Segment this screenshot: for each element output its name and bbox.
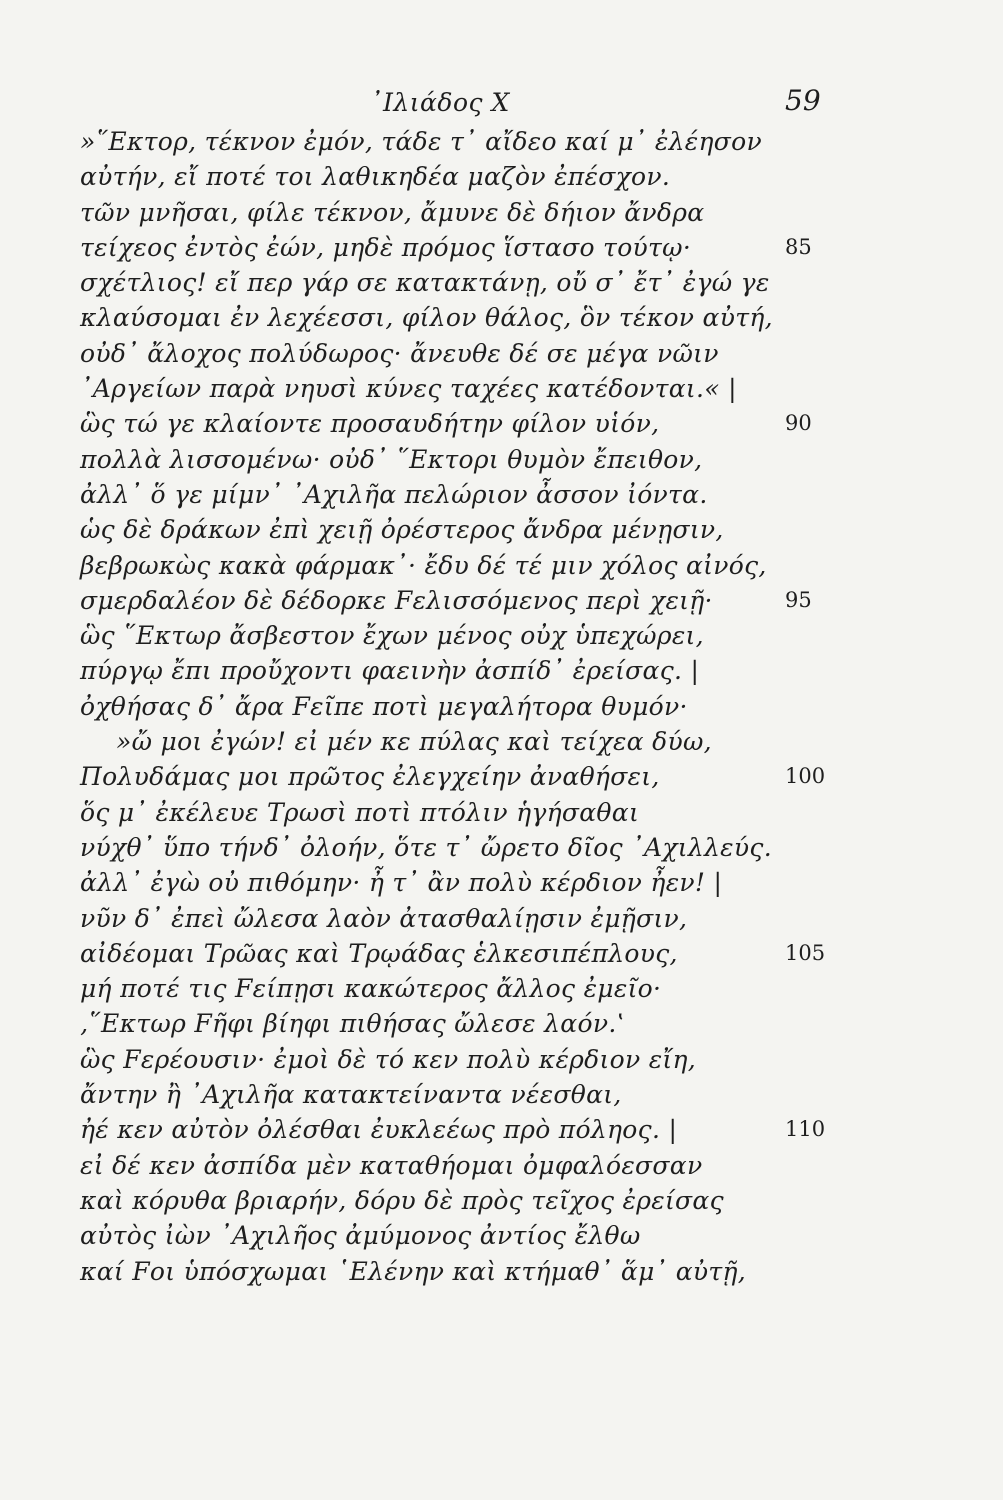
verse-text: ἠέ κεν αὐτὸν ὀλέσθαι ἐυκλεέως πρὸ πόληος. | [80, 1115, 678, 1145]
verse-text: βεβρωκὼς κακὰ φάρμακ᾽· ἔδυ δέ τέ μιν χόλος αἰνός, [80, 550, 767, 580]
verse-line [80, 1218, 920, 1253]
verse-text: νύχθ᾽ ὕπο τήνδ᾽ ὀλοήν, ὅτε τ᾽ ὤρετο δῖος ᾽Αχιλλεύς. [80, 832, 772, 862]
line-number: 110 [785, 1117, 826, 1142]
running-header-title: ᾽Ιλιάδος Χ [370, 88, 510, 117]
verse-line [80, 1148, 920, 1183]
verse-block [80, 124, 920, 1289]
verse-line [80, 901, 920, 936]
verse-line [80, 1183, 920, 1218]
verse-line [80, 971, 920, 1006]
verse-line [80, 548, 920, 583]
verse-line [80, 195, 920, 230]
verse-line [80, 1042, 920, 1077]
verse-text: σμερδαλέον δὲ δέδορκε Fελισσόμενος περὶ χειῇ· [80, 585, 713, 615]
verse-text: εἰ δέ κεν ἀσπίδα μὲν καταθήομαι ὀμφαλόεσσαν [80, 1150, 703, 1180]
verse-text: ὀχθήσας δ᾽ ἄρα Fεῖπε ποτὶ μεγαλήτορα θυμόν· [80, 691, 688, 721]
verse-text: ‚῞Εκτωρ Fῆφι βίηφι πιθήσας ὤλεσε λαόν.‛ [80, 1009, 625, 1039]
verse-line [80, 265, 920, 300]
verse-text: ᾽Αργείων παρὰ νηυσὶ κύνες ταχέες κατέδονται.« | [80, 374, 737, 404]
verse-line [80, 865, 920, 900]
verse-line [80, 124, 920, 159]
verse-line [80, 300, 920, 335]
verse-line [80, 1112, 920, 1147]
verse-line [80, 336, 920, 371]
line-number: 100 [785, 764, 826, 789]
verse-text: ἀλλ᾽ ἐγὼ οὐ πιθόμην· ἦ τ᾽ ἂν πολὺ κέρδιον ἦεν! | [80, 868, 723, 898]
line-number: 85 [785, 234, 812, 259]
verse-text: Πολυδάμας μοι πρῶτος ἐλεγχείην ἀναθήσει, [80, 762, 660, 792]
verse-text: ἄντην ἢ ᾽Αχιλῆα κατακτείναντα νέεσθαι, [80, 1080, 622, 1110]
verse-text: νῦν δ᾽ ἐπεὶ ὤλεσα λαὸν ἀτασθαλίῃσιν ἐμῇσιν, [80, 903, 688, 933]
verse-line [80, 618, 920, 653]
verse-line [80, 406, 920, 441]
verse-text: ὣς Fερέουσιν· ἐμοὶ δὲ τό κεν πολὺ κέρδιον εἴη, [80, 1044, 697, 1074]
verse-line [80, 689, 920, 724]
verse-text: ὣς ῞Εκτωρ ἄσβεστον ἔχων μένος οὐχ ὑπεχώρει, [80, 621, 704, 651]
verse-text: ὡς δὲ δράκων ἐπὶ χειῇ ὀρέστερος ἄνδρα μένῃσιν, [80, 515, 724, 545]
verse-text: μή ποτέ τις Fείπῃσι κακώτερος ἄλλος ἐμεῖο· [80, 974, 662, 1004]
verse-line [80, 477, 920, 512]
verse-line [80, 795, 920, 830]
line-number: 90 [785, 411, 812, 436]
verse-line [80, 1006, 920, 1041]
verse-line [80, 159, 920, 194]
verse-text: οὐδ᾽ ἄλοχος πολύδωρος· ἄνευθε δέ σε μέγα νῶιν [80, 338, 719, 368]
verse-text: καὶ κόρυθα βριαρήν, δόρυ δὲ πρὸς τεῖχος ἐρείσας [80, 1185, 724, 1215]
verse-line [80, 759, 920, 794]
verse-line [80, 653, 920, 688]
verse-text: ὅς μ᾽ ἐκέλευε Τρωσὶ ποτὶ πτόλιν ἡγήσαθαι [80, 797, 640, 827]
verse-line [80, 936, 920, 971]
verse-line [80, 371, 920, 406]
verse-text: πολλὰ λισσομένω· οὐδ᾽ ῞Εκτορι θυμὸν ἔπειθον, [80, 444, 703, 474]
verse-text: ἀλλ᾽ ὅ γε μίμν᾽ ᾽Αχιλῆα πελώριον ἆσσον ἰόντα. [80, 479, 708, 509]
verse-text: κλαύσομαι ἐν λεχέεσσι, φίλον θάλος, ὃν τέκον αὐτή, [80, 303, 773, 333]
verse-line [80, 1077, 920, 1112]
verse-line [80, 442, 920, 477]
verse-line [80, 724, 920, 759]
page-number: 59 [785, 84, 821, 117]
verse-text: αὐτήν, εἴ ποτέ τοι λαθικηδέα μαζὸν ἐπέσχον. [80, 162, 671, 192]
verse-text: τῶν μνῆσαι, φίλε τέκνον, ἄμυνε δὲ δήιον ἄνδρα [80, 197, 705, 227]
line-number: 105 [785, 940, 826, 965]
verse-text: αὐτὸς ἰὼν ᾽Αχιλῆος ἀμύμονος ἀντίος ἔλθω [80, 1221, 641, 1251]
verse-line [80, 830, 920, 865]
verse-text: καί Fοι ὑπόσχωμαι ῾Ελένην καὶ κτήμαθ᾽ ἅμ᾽ αὐτῇ, [80, 1256, 747, 1286]
verse-line [80, 583, 920, 618]
verse-line [80, 1254, 920, 1289]
verse-text: »ὤ μοι ἐγών! εἰ μέν κε πύλας καὶ τείχεα δύω, [116, 727, 712, 757]
verse-text: αἰδέομαι Τρῶας καὶ Τρῳάδας ἑλκεσιπέπλους, [80, 938, 678, 968]
verse-text: πύργῳ ἔπι προὔχοντι φαεινὴν ἀσπίδ᾽ ἐρείσας. | [80, 656, 700, 686]
verse-text: ὣς τώ γε κλαίοντε προσαυδήτην φίλον υἱόν, [80, 409, 660, 439]
verse-text: τείχεος ἐντὸς ἐών, μηδὲ πρόμος ἵστασο τούτῳ· [80, 232, 692, 262]
verse-text: σχέτλιος! εἴ περ γάρ σε κατακτάνῃ, οὔ σ᾽ ἔτ᾽ ἐγώ γε [80, 268, 770, 298]
verse-text: »῞Εκτορ, τέκνον ἐμόν, τάδε τ᾽ αἴδεο καί μ᾽ ἐλέησον [80, 127, 762, 156]
verse-line [80, 512, 920, 547]
verse-line [80, 230, 920, 265]
line-number: 95 [785, 587, 812, 612]
